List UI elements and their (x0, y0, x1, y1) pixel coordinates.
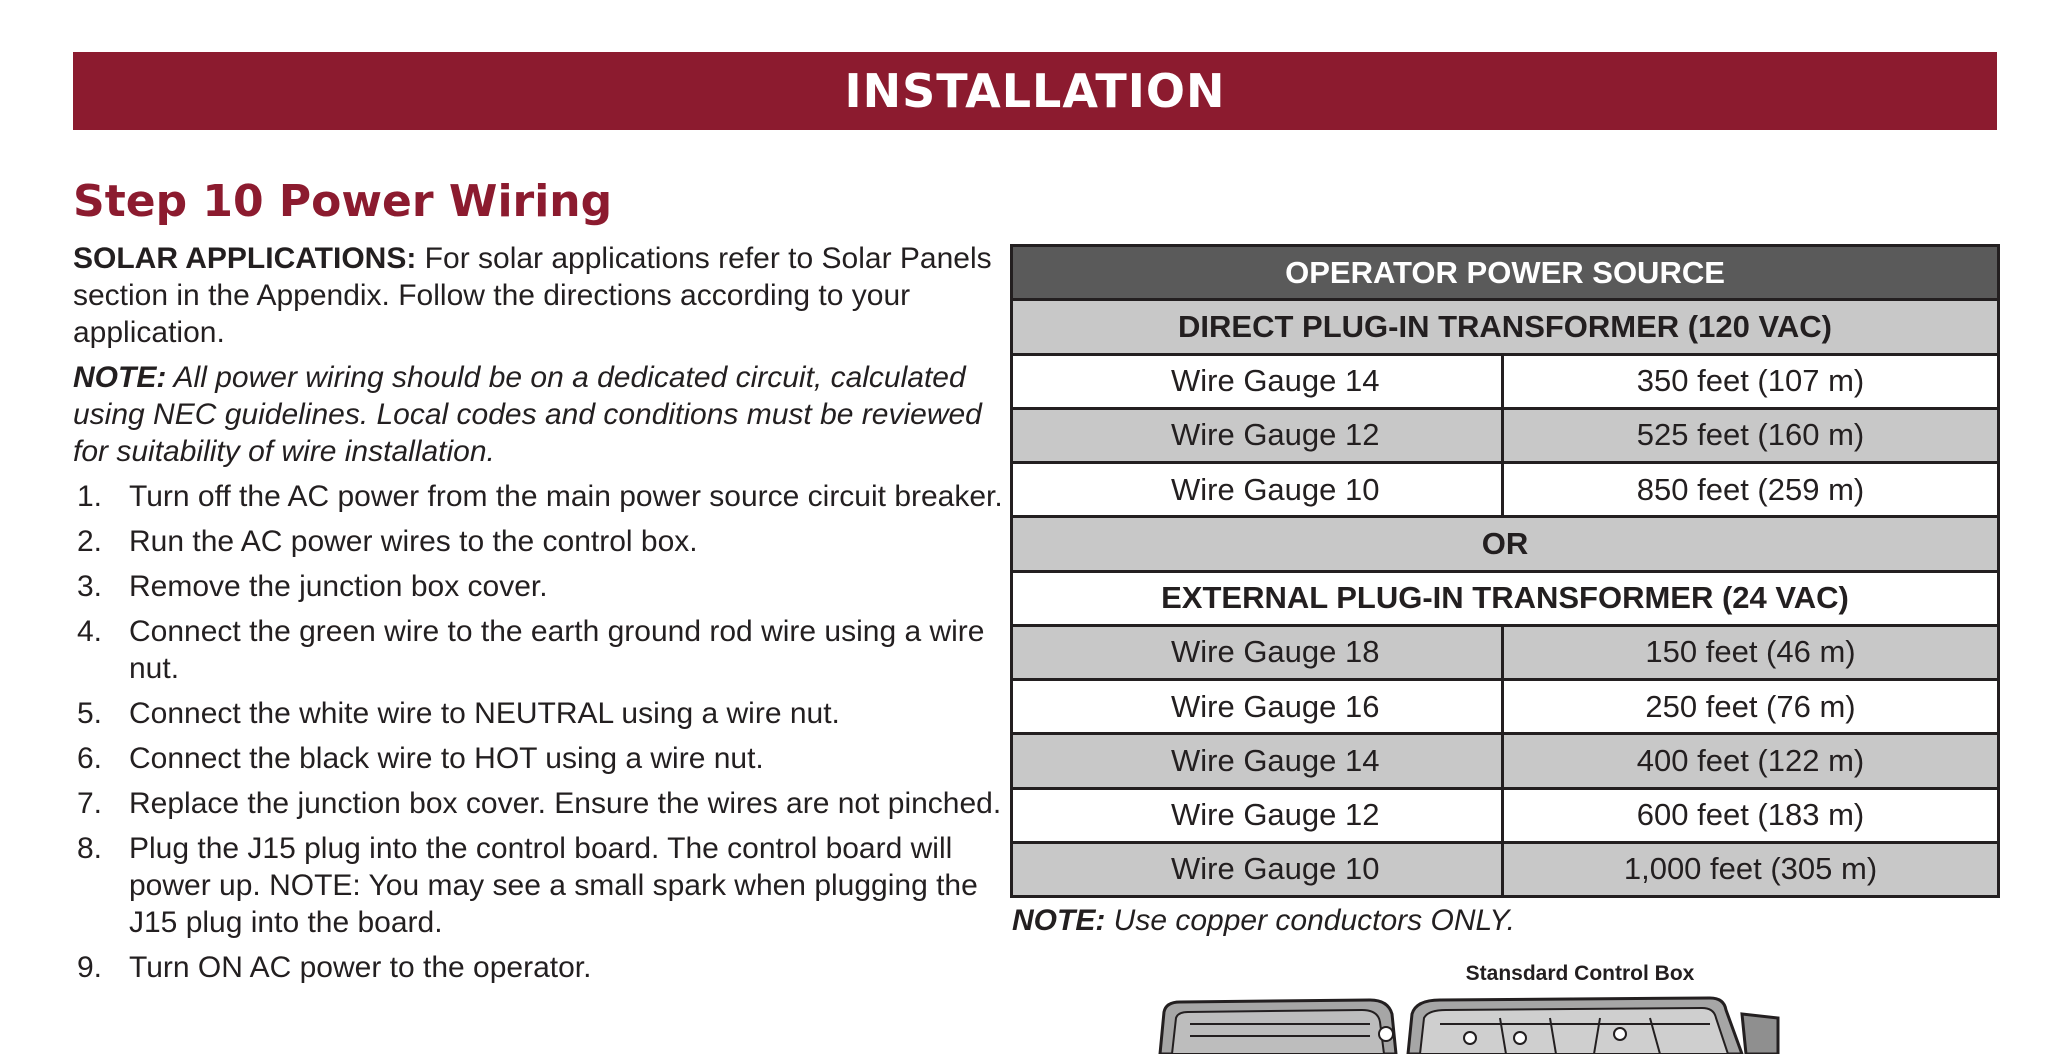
step-number: 8. (77, 832, 103, 865)
step-text: Connect the black wire to HOT using a wire nut. (129, 742, 764, 775)
step-number: 5. (77, 697, 103, 730)
control-box-illustration (1150, 994, 1790, 1054)
step-text: Run the AC power wires to the control box. (129, 525, 698, 558)
wire-gauge-cell: Wire Gauge 14 (1012, 734, 1503, 788)
step-item (73, 523, 1003, 560)
distance-cell: 400 feet (122 m) (1503, 734, 1999, 788)
table-row (1012, 408, 1999, 462)
wire-gauge-cell: Wire Gauge 14 (1012, 354, 1503, 408)
step-item (73, 568, 1003, 605)
step-number: 7. (77, 787, 103, 820)
banner-title: INSTALLATION (844, 64, 1226, 118)
step-title: Step 10 Power Wiring (73, 176, 613, 227)
distance-cell: 850 feet (259 m) (1503, 463, 1999, 517)
step-text: Remove the junction box cover. (129, 570, 548, 603)
distance-cell: 525 feet (160 m) (1503, 408, 1999, 462)
solar-lead: SOLAR APPLICATIONS: (73, 242, 417, 275)
distance-cell: 1,000 feet (305 m) (1503, 842, 1999, 896)
distance-cell: 600 feet (183 m) (1503, 788, 1999, 842)
table-title: OPERATOR POWER SOURCE (1012, 246, 1999, 300)
wire-gauge-cell: Wire Gauge 18 (1012, 625, 1503, 679)
step-text: Plug the J15 plug into the control board. The control board will power up. NOTE: You may see a small spark when plugging the J15 plug into the board. (129, 832, 978, 939)
section-direct-plug-in: DIRECT PLUG-IN TRANSFORMER (120 VAC) (1012, 300, 1999, 354)
step-item (73, 740, 1003, 777)
step-number: 6. (77, 742, 103, 775)
copper-note-lead: NOTE: (1012, 904, 1106, 937)
table-row (1012, 734, 1999, 788)
step-text: Connect the green wire to the earth ground rod wire using a wire nut. (129, 615, 985, 685)
step-item (73, 478, 1003, 515)
step-text: Turn ON AC power to the operator. (129, 951, 592, 984)
step-text: Connect the white wire to NEUTRAL using a wire nut. (129, 697, 840, 730)
step-item (73, 695, 1003, 732)
power-source-table (1010, 244, 2000, 898)
solar-paragraph (73, 240, 1003, 351)
copper-note (1012, 904, 1515, 938)
step-number: 4. (77, 615, 103, 648)
note-text: All power wiring should be on a dedicated circuit, calculated using NEC guidelines. Local codes and conditions must be reviewed for suitability of wire installation. (73, 361, 982, 468)
copper-note-text: Use copper conductors ONLY. (1105, 904, 1516, 937)
step-number: 1. (77, 480, 103, 513)
table-row (1012, 354, 1999, 408)
solar-text: For solar applications refer to Solar Panels section in the Appendix. Follow the directions according to your application. (73, 242, 992, 349)
table-row (1012, 680, 1999, 734)
step-number: 9. (77, 951, 103, 984)
step-item (73, 830, 1003, 941)
step-text: Turn off the AC power from the main power source circuit breaker. (129, 480, 1003, 513)
note-lead: NOTE: (73, 361, 167, 394)
step-item (73, 949, 1003, 986)
distance-cell: 150 feet (46 m) (1503, 625, 1999, 679)
wire-gauge-cell: Wire Gauge 16 (1012, 680, 1503, 734)
step-list (73, 478, 1003, 986)
step-text: Replace the junction box cover. Ensure the wires are not pinched. (129, 787, 1002, 820)
table-row (1012, 463, 1999, 517)
wire-gauge-cell: Wire Gauge 10 (1012, 463, 1503, 517)
section-external-plug-in: EXTERNAL PLUG-IN TRANSFORMER (24 VAC) (1012, 571, 1999, 625)
distance-cell: 250 feet (76 m) (1503, 680, 1999, 734)
table-row (1012, 842, 1999, 896)
step-item (73, 785, 1003, 822)
step-number: 3. (77, 570, 103, 603)
wire-gauge-cell: Wire Gauge 12 (1012, 788, 1503, 842)
instructions-column (73, 240, 1003, 994)
table-row (1012, 788, 1999, 842)
figure-caption: Stansdard Control Box (1465, 962, 1695, 985)
step-number: 2. (77, 525, 103, 558)
wire-gauge-cell: Wire Gauge 12 (1012, 408, 1503, 462)
wiring-note (73, 359, 1003, 470)
step-item (73, 613, 1003, 687)
or-separator: OR (1012, 517, 1999, 571)
wire-gauge-cell: Wire Gauge 10 (1012, 842, 1503, 896)
section-banner (73, 52, 1997, 130)
distance-cell: 350 feet (107 m) (1503, 354, 1999, 408)
table-row (1012, 625, 1999, 679)
